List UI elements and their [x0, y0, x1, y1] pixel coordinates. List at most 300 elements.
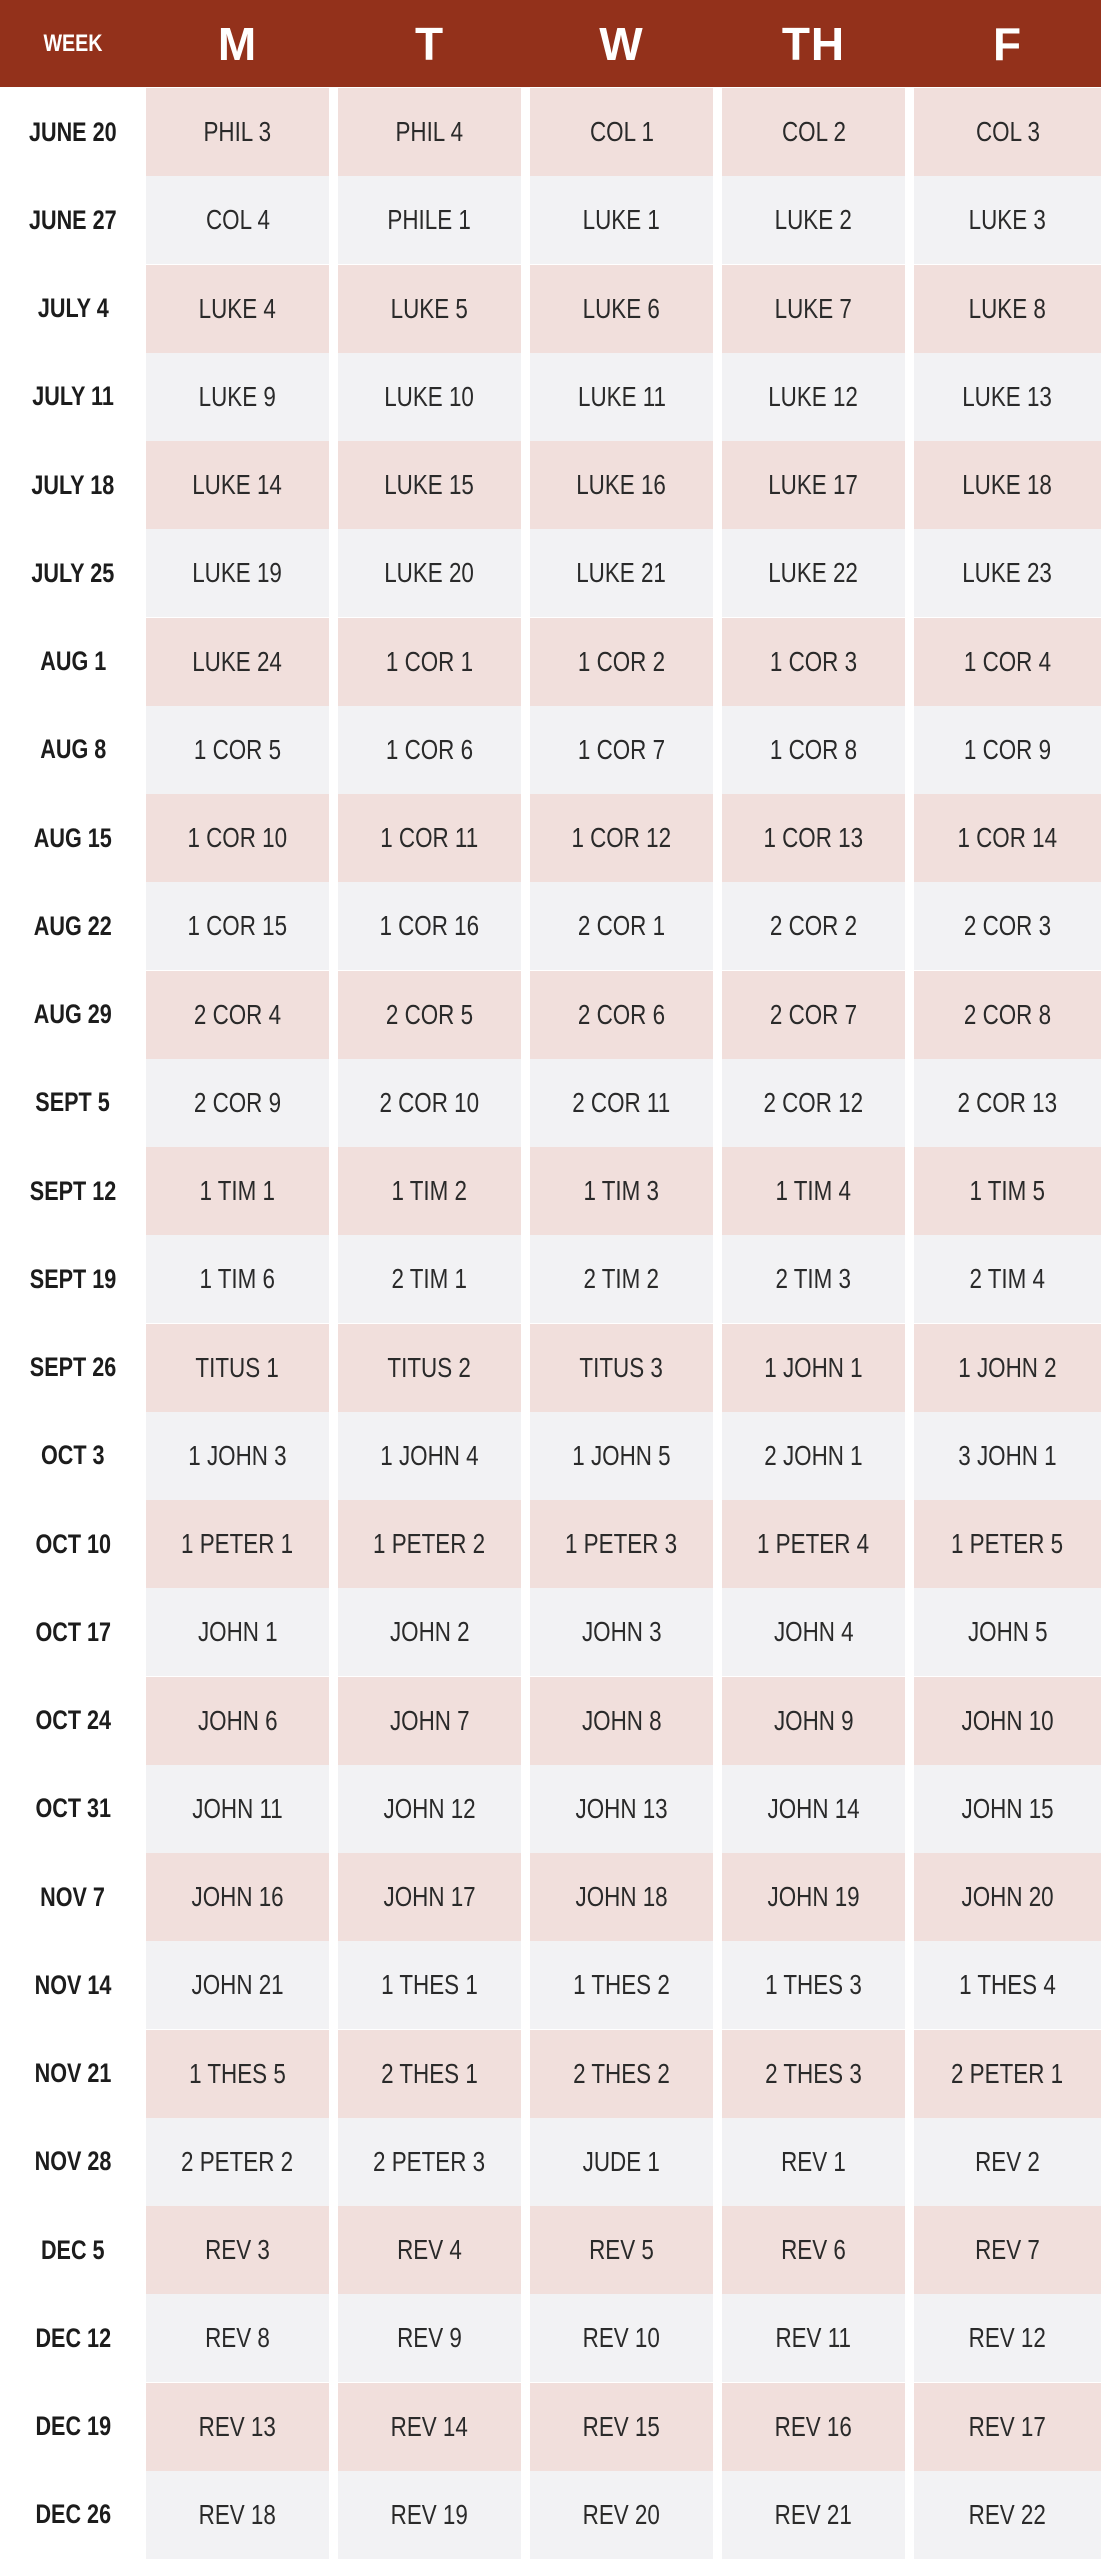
reading-cell-wednesday — [530, 1677, 713, 1765]
reading-text: 2 COR 12 — [763, 1086, 864, 1118]
reading-text: REV 16 — [774, 2410, 853, 2442]
reading-cell-wednesday — [530, 1235, 713, 1323]
reading-text: REV 15 — [582, 2410, 661, 2442]
table-row — [0, 1677, 1101, 1765]
reading-text: REV 8 — [205, 2322, 270, 2354]
reading-text: LUKE 21 — [576, 557, 667, 589]
reading-text: TITUS 3 — [579, 1351, 664, 1383]
reading-text: PHIL 3 — [203, 116, 272, 147]
reading-cell-tuesday — [338, 882, 521, 970]
week-label-text: OCT 10 — [35, 1528, 111, 1559]
reading-cell-monday — [146, 265, 329, 353]
reading-text: JOHN 15 — [961, 1792, 1054, 1824]
reading-text: 1 THES 5 — [189, 2057, 286, 2089]
table-row — [0, 1412, 1101, 1500]
week-label-text: DEC 12 — [35, 2322, 111, 2353]
reading-text: REV 4 — [397, 2234, 462, 2265]
week-label — [0, 1677, 146, 1765]
reading-cell-friday — [914, 88, 1101, 176]
reading-cell-friday — [914, 971, 1101, 1059]
table-row — [0, 1147, 1101, 1235]
reading-cell-monday — [146, 1677, 329, 1765]
table-header — [0, 0, 1101, 87]
reading-cell-monday — [146, 2206, 329, 2294]
week-label — [0, 1588, 146, 1676]
reading-cell-tuesday — [338, 2294, 521, 2382]
week-label-text: AUG 15 — [33, 822, 113, 853]
reading-cell-thursday — [722, 2471, 905, 2559]
reading-text: 1 JOHN 4 — [380, 1439, 479, 1471]
reading-text: REV 12 — [968, 2322, 1047, 2354]
reading-text: REV 21 — [774, 2498, 853, 2530]
reading-text: LUKE 17 — [768, 469, 859, 500]
reading-cell-tuesday — [338, 971, 521, 1059]
reading-text: LUKE 7 — [774, 292, 853, 324]
reading-text: REV 2 — [975, 2145, 1040, 2177]
reading-text: REV 14 — [390, 2410, 469, 2442]
reading-cell-tuesday — [338, 441, 521, 529]
reading-cell-thursday — [722, 353, 905, 441]
table-row — [0, 2471, 1101, 2559]
reading-text: REV 10 — [582, 2322, 661, 2354]
reading-text: 1 COR 15 — [187, 910, 288, 942]
week-label-text: JULY 25 — [31, 557, 115, 588]
reading-text: REV 9 — [397, 2322, 462, 2354]
reading-text: 1 COR 14 — [957, 822, 1058, 853]
reading-cell-wednesday — [530, 706, 713, 794]
week-label — [0, 2118, 146, 2206]
table-row — [0, 2383, 1101, 2471]
table-row — [0, 794, 1101, 882]
reading-text: REV 17 — [968, 2410, 1047, 2442]
reading-cell-tuesday — [338, 176, 521, 264]
reading-cell-thursday — [722, 441, 905, 529]
reading-text: 1 JOHN 3 — [188, 1439, 287, 1471]
reading-cell-monday — [146, 176, 329, 264]
reading-text: LUKE 13 — [962, 380, 1053, 412]
reading-text: JOHN 9 — [773, 1704, 854, 1736]
table-row — [0, 176, 1101, 264]
reading-text: 1 PETER 5 — [951, 1528, 1064, 1559]
reading-text: 1 COR 8 — [769, 733, 858, 765]
table-row — [0, 1765, 1101, 1853]
reading-cell-monday — [146, 1853, 329, 1941]
reading-cell-tuesday — [338, 1235, 521, 1323]
reading-cell-wednesday — [530, 1147, 713, 1235]
reading-cell-tuesday — [338, 618, 521, 706]
reading-text: 1 COR 16 — [379, 910, 480, 942]
week-label — [0, 706, 146, 794]
week-label-text: OCT 31 — [35, 1793, 111, 1824]
reading-text: JOHN 6 — [197, 1704, 278, 1736]
week-label — [0, 2206, 146, 2294]
table-row — [0, 2294, 1101, 2382]
reading-cell-thursday — [722, 618, 905, 706]
reading-cell-thursday — [722, 265, 905, 353]
reading-text: 2 THES 1 — [381, 2057, 478, 2089]
week-label-text: JULY 4 — [37, 293, 109, 323]
reading-text: JOHN 21 — [191, 1969, 284, 2001]
week-label-text: AUG 8 — [39, 734, 107, 765]
table-row — [0, 1235, 1101, 1323]
reading-cell-monday — [146, 618, 329, 706]
reading-cell-wednesday — [530, 1941, 713, 2029]
reading-text: 1 THES 1 — [381, 1969, 478, 2001]
reading-text: 1 COR 6 — [385, 733, 474, 765]
table-row — [0, 1941, 1101, 2029]
reading-text: 1 TIM 2 — [391, 1175, 468, 1206]
week-label — [0, 1853, 146, 1941]
week-label — [0, 2471, 146, 2559]
reading-text: REV 22 — [968, 2498, 1047, 2530]
table-row — [0, 2118, 1101, 2206]
reading-text: JOHN 8 — [581, 1704, 662, 1736]
reading-text: 1 JOHN 1 — [764, 1351, 863, 1383]
reading-cell-monday — [146, 2471, 329, 2559]
week-label — [0, 794, 146, 882]
reading-cell-friday — [914, 1765, 1101, 1853]
reading-cell-tuesday — [338, 706, 521, 794]
reading-text: 2 COR 8 — [963, 998, 1052, 1030]
column-header-week: WEEK — [43, 29, 103, 57]
reading-cell-thursday — [722, 1500, 905, 1588]
reading-text: 1 JOHN 2 — [958, 1351, 1057, 1383]
reading-cell-tuesday — [338, 353, 521, 441]
reading-text: 2 COR 6 — [577, 998, 666, 1030]
week-label-text: AUG 1 — [39, 646, 107, 676]
table-row — [0, 1853, 1101, 1941]
reading-cell-wednesday — [530, 1500, 713, 1588]
reading-cell-wednesday — [530, 794, 713, 882]
reading-cell-thursday — [722, 794, 905, 882]
reading-text: LUKE 14 — [192, 469, 283, 500]
week-label — [0, 1147, 146, 1235]
reading-cell-thursday — [722, 2206, 905, 2294]
reading-text: REV 3 — [205, 2234, 270, 2265]
reading-cell-wednesday — [530, 2030, 713, 2118]
reading-text: REV 7 — [975, 2234, 1040, 2265]
reading-cell-friday — [914, 618, 1101, 706]
reading-cell-thursday — [722, 1677, 905, 1765]
reading-text: TITUS 2 — [387, 1351, 472, 1383]
reading-cell-monday — [146, 529, 329, 617]
reading-text: 2 PETER 2 — [181, 2145, 294, 2177]
reading-cell-monday — [146, 1147, 329, 1235]
reading-cell-thursday — [722, 882, 905, 970]
week-label-text: AUG 22 — [33, 910, 113, 941]
reading-text: 1 PETER 3 — [565, 1528, 678, 1559]
reading-text: 1 COR 1 — [385, 645, 474, 677]
reading-text: 1 PETER 2 — [373, 1528, 486, 1559]
reading-text: LUKE 1 — [582, 204, 661, 236]
table-row — [0, 88, 1101, 176]
reading-cell-tuesday — [338, 2118, 521, 2206]
week-label — [0, 1324, 146, 1412]
reading-cell-friday — [914, 441, 1101, 529]
reading-text: JOHN 7 — [389, 1704, 470, 1736]
table-row — [0, 441, 1101, 529]
reading-cell-monday — [146, 441, 329, 529]
reading-cell-wednesday — [530, 2471, 713, 2559]
reading-text: 1 JOHN 5 — [572, 1439, 671, 1471]
reading-cell-thursday — [722, 2294, 905, 2382]
reading-text: LUKE 15 — [384, 469, 475, 500]
reading-text: LUKE 10 — [384, 380, 475, 412]
reading-text: 2 COR 5 — [385, 998, 474, 1030]
week-label — [0, 1765, 146, 1853]
reading-text: COL 3 — [975, 116, 1040, 147]
reading-text: JOHN 13 — [575, 1792, 668, 1824]
reading-cell-tuesday — [338, 794, 521, 882]
reading-cell-tuesday — [338, 1412, 521, 1500]
reading-text: 1 TIM 4 — [775, 1175, 852, 1206]
reading-text: REV 5 — [589, 2234, 654, 2265]
reading-text: 2 COR 7 — [769, 998, 858, 1030]
reading-cell-thursday — [722, 1765, 905, 1853]
reading-cell-monday — [146, 971, 329, 1059]
reading-text: LUKE 4 — [198, 292, 277, 324]
reading-text: 1 THES 2 — [573, 1969, 670, 2001]
reading-cell-wednesday — [530, 882, 713, 970]
reading-text: LUKE 8 — [968, 292, 1047, 324]
week-label — [0, 176, 146, 264]
table-row — [0, 1500, 1101, 1588]
reading-text: 1 COR 10 — [187, 822, 288, 853]
reading-text: LUKE 22 — [768, 557, 859, 589]
reading-cell-tuesday — [338, 1147, 521, 1235]
reading-cell-wednesday — [530, 971, 713, 1059]
reading-text: LUKE 11 — [577, 380, 666, 412]
reading-cell-thursday — [722, 88, 905, 176]
reading-cell-wednesday — [530, 1853, 713, 1941]
reading-cell-tuesday — [338, 2383, 521, 2471]
week-label — [0, 1500, 146, 1588]
reading-cell-thursday — [722, 1588, 905, 1676]
reading-cell-monday — [146, 2030, 329, 2118]
reading-text: JOHN 17 — [383, 1881, 476, 1912]
reading-cell-tuesday — [338, 1765, 521, 1853]
reading-text: LUKE 16 — [576, 469, 667, 500]
reading-text: JUDE 1 — [582, 2145, 661, 2177]
reading-text: 2 COR 3 — [963, 910, 1052, 942]
reading-text: LUKE 12 — [768, 380, 859, 412]
week-label-text: SEPT 5 — [35, 1087, 111, 1118]
reading-cell-thursday — [722, 1853, 905, 1941]
reading-cell-wednesday — [530, 2294, 713, 2382]
reading-text: 1 COR 13 — [763, 822, 864, 853]
reading-text: 2 COR 2 — [769, 910, 858, 942]
reading-text: LUKE 20 — [384, 557, 475, 589]
reading-text: COL 1 — [589, 116, 654, 147]
reading-text: 1 THES 4 — [959, 1969, 1056, 2001]
week-label — [0, 2383, 146, 2471]
reading-cell-friday — [914, 1677, 1101, 1765]
reading-cell-wednesday — [530, 1059, 713, 1147]
reading-text: JOHN 3 — [581, 1616, 662, 1648]
reading-cell-monday — [146, 1412, 329, 1500]
week-label-text: JUNE 20 — [29, 116, 117, 147]
reading-cell-tuesday — [338, 2206, 521, 2294]
reading-text: JOHN 19 — [767, 1881, 860, 1912]
reading-text: JOHN 10 — [961, 1704, 1054, 1736]
reading-text: JOHN 2 — [389, 1616, 470, 1648]
reading-cell-monday — [146, 794, 329, 882]
reading-cell-monday — [146, 88, 329, 176]
reading-cell-monday — [146, 1059, 329, 1147]
reading-text: 2 COR 1 — [577, 910, 666, 942]
reading-text: JOHN 5 — [967, 1616, 1048, 1648]
reading-cell-tuesday — [338, 88, 521, 176]
reading-cell-tuesday — [338, 1324, 521, 1412]
week-label-text: OCT 3 — [41, 1440, 105, 1471]
week-label — [0, 1059, 146, 1147]
week-label-text: SEPT 12 — [29, 1175, 117, 1206]
reading-text: JOHN 18 — [575, 1881, 668, 1912]
week-label — [0, 265, 146, 353]
week-label — [0, 88, 146, 176]
reading-cell-wednesday — [530, 1588, 713, 1676]
week-label-text: OCT 24 — [35, 1705, 111, 1735]
table-row — [0, 353, 1101, 441]
week-label — [0, 441, 146, 529]
table-row — [0, 706, 1101, 794]
week-label — [0, 529, 146, 617]
reading-text: 1 PETER 1 — [181, 1528, 294, 1559]
reading-text: 2 TIM 1 — [391, 1263, 468, 1295]
reading-cell-thursday — [722, 1235, 905, 1323]
reading-cell-monday — [146, 1324, 329, 1412]
week-label — [0, 618, 146, 706]
week-label-text: DEC 26 — [35, 2499, 111, 2530]
reading-text: 1 COR 4 — [963, 645, 1052, 677]
reading-text: REV 1 — [781, 2145, 846, 2177]
week-label — [0, 1235, 146, 1323]
reading-text: JOHN 12 — [383, 1792, 476, 1824]
reading-text: PHILE 1 — [387, 204, 472, 236]
reading-cell-friday — [914, 2030, 1101, 2118]
reading-text: 1 COR 9 — [963, 733, 1052, 765]
reading-cell-thursday — [722, 1059, 905, 1147]
reading-cell-friday — [914, 1853, 1101, 1941]
reading-text: 2 TIM 4 — [969, 1263, 1046, 1295]
reading-cell-wednesday — [530, 1765, 713, 1853]
reading-cell-friday — [914, 882, 1101, 970]
week-label — [0, 2030, 146, 2118]
reading-text: REV 19 — [390, 2498, 469, 2530]
week-label-text: NOV 28 — [34, 2146, 112, 2177]
reading-text: 2 COR 4 — [193, 998, 282, 1030]
week-label — [0, 1412, 146, 1500]
reading-text: TITUS 1 — [195, 1351, 280, 1383]
reading-cell-friday — [914, 2383, 1101, 2471]
reading-cell-friday — [914, 2206, 1101, 2294]
reading-cell-monday — [146, 1941, 329, 2029]
reading-text: REV 6 — [781, 2234, 846, 2265]
week-label-text: DEC 19 — [35, 2411, 111, 2441]
week-label — [0, 882, 146, 970]
reading-text: 2 JOHN 1 — [764, 1439, 863, 1471]
reading-cell-monday — [146, 1765, 329, 1853]
reading-text: LUKE 9 — [198, 380, 277, 412]
reading-cell-thursday — [722, 1412, 905, 1500]
reading-cell-tuesday — [338, 1059, 521, 1147]
reading-text: 1 COR 12 — [571, 822, 672, 853]
reading-text: 2 TIM 3 — [775, 1263, 852, 1295]
reading-cell-friday — [914, 794, 1101, 882]
week-label-text: NOV 7 — [40, 1881, 106, 1912]
reading-text: JOHN 1 — [197, 1616, 278, 1648]
reading-text: 2 PETER 3 — [373, 2145, 486, 2177]
reading-text: 1 PETER 4 — [757, 1528, 870, 1559]
reading-text: 1 COR 3 — [769, 645, 858, 677]
reading-text: REV 20 — [582, 2498, 661, 2530]
reading-cell-monday — [146, 706, 329, 794]
reading-cell-friday — [914, 1588, 1101, 1676]
reading-text: LUKE 5 — [390, 292, 469, 324]
reading-text: 2 THES 3 — [765, 2057, 862, 2089]
week-label-text: OCT 17 — [35, 1616, 111, 1647]
reading-text: PHIL 4 — [395, 116, 464, 147]
reading-text: JOHN 11 — [192, 1792, 283, 1824]
reading-cell-friday — [914, 706, 1101, 794]
reading-cell-wednesday — [530, 529, 713, 617]
reading-cell-wednesday — [530, 1324, 713, 1412]
week-label — [0, 353, 146, 441]
reading-cell-tuesday — [338, 1853, 521, 1941]
reading-cell-friday — [914, 1059, 1101, 1147]
reading-text: 2 COR 9 — [193, 1086, 282, 1118]
reading-text: LUKE 23 — [962, 557, 1053, 589]
reading-text: JOHN 14 — [767, 1792, 860, 1824]
reading-text: 1 COR 5 — [193, 733, 282, 765]
reading-cell-wednesday — [530, 353, 713, 441]
reading-cell-tuesday — [338, 1941, 521, 2029]
reading-text: 2 TIM 2 — [583, 1263, 660, 1295]
reading-cell-tuesday — [338, 1677, 521, 1765]
reading-cell-thursday — [722, 706, 905, 794]
reading-text: LUKE 3 — [968, 204, 1047, 236]
reading-cell-friday — [914, 353, 1101, 441]
table-row — [0, 882, 1101, 970]
reading-text: 2 COR 13 — [957, 1086, 1058, 1118]
reading-cell-wednesday — [530, 441, 713, 529]
reading-cell-monday — [146, 353, 329, 441]
reading-text: 1 COR 7 — [577, 733, 666, 765]
reading-cell-tuesday — [338, 1588, 521, 1676]
reading-cell-thursday — [722, 1147, 905, 1235]
column-header-tuesday: T — [414, 17, 445, 70]
reading-text: 1 TIM 1 — [199, 1175, 276, 1206]
reading-text: LUKE 6 — [582, 292, 661, 324]
reading-cell-thursday — [722, 176, 905, 264]
reading-cell-friday — [914, 1500, 1101, 1588]
reading-cell-tuesday — [338, 2030, 521, 2118]
reading-text: REV 18 — [198, 2498, 277, 2530]
reading-cell-friday — [914, 2294, 1101, 2382]
reading-text: 2 THES 2 — [573, 2057, 670, 2089]
reading-text: COL 2 — [781, 116, 846, 147]
reading-text: 2 COR 11 — [572, 1086, 671, 1118]
reading-cell-thursday — [722, 1324, 905, 1412]
reading-cell-friday — [914, 1324, 1101, 1412]
reading-cell-wednesday — [530, 2118, 713, 2206]
reading-text: 1 TIM 6 — [199, 1263, 276, 1295]
reading-text: LUKE 19 — [192, 557, 283, 589]
week-label-text: SEPT 26 — [29, 1352, 117, 1382]
reading-text: LUKE 24 — [192, 645, 283, 677]
table-row — [0, 1324, 1101, 1412]
reading-text: 1 THES 3 — [765, 1969, 862, 2001]
